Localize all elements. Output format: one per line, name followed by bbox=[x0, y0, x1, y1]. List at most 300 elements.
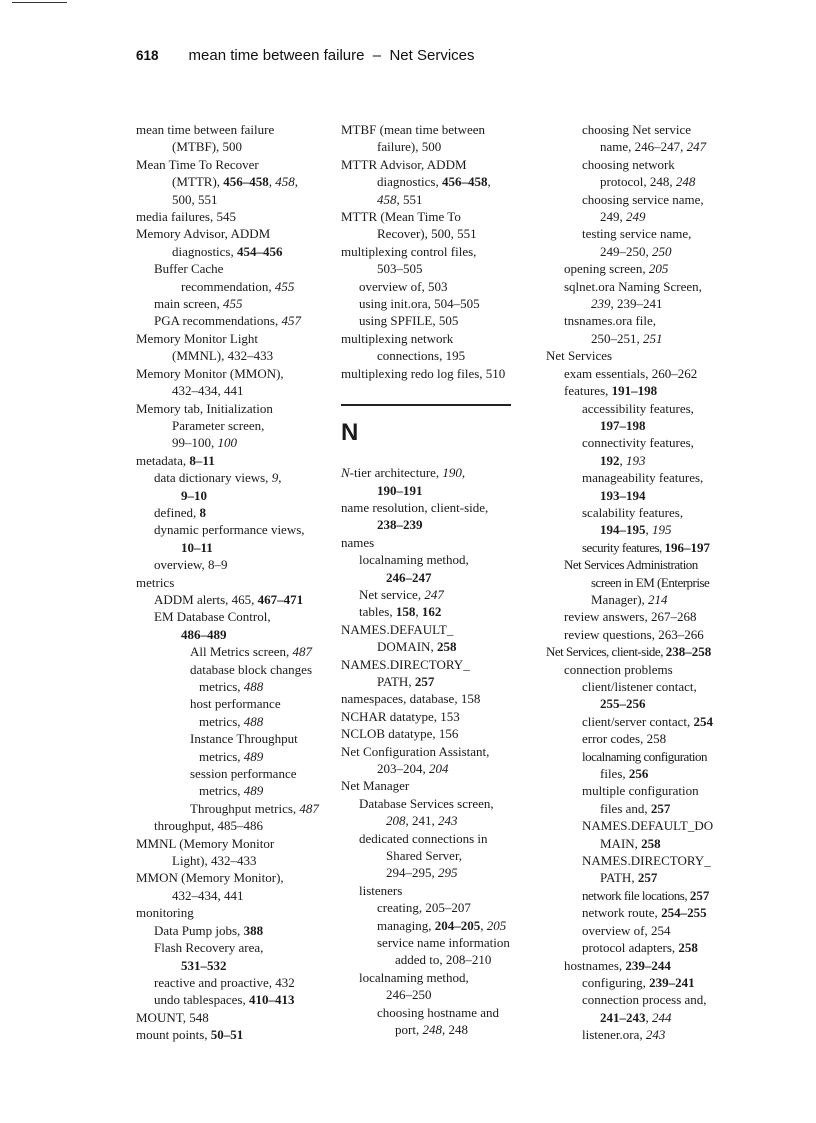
index-entry-text: MMON (Memory Monitor), bbox=[136, 870, 284, 886]
index-entry-text: 258 bbox=[641, 835, 661, 851]
index-entry-text: Mean Time To Recover bbox=[136, 156, 259, 172]
index-entry bbox=[136, 800, 326, 817]
index-entry-text: diagnostics, bbox=[377, 174, 442, 190]
index-entry-text: 244 bbox=[652, 1009, 672, 1025]
index-entry-text: namespaces, database, 158 bbox=[341, 691, 481, 707]
index-entry-text: , bbox=[480, 917, 487, 933]
index-entry bbox=[546, 835, 736, 852]
index-entry bbox=[546, 330, 736, 347]
index-entry bbox=[341, 760, 531, 777]
index-entry bbox=[546, 312, 736, 329]
index-entry-text: metadata, bbox=[136, 452, 190, 468]
index-entry-text: protocol adapters, bbox=[582, 940, 679, 956]
index-entry bbox=[136, 591, 326, 608]
index-entry bbox=[136, 661, 326, 678]
index-entry bbox=[546, 1009, 736, 1026]
index-entry-text: 203–204, bbox=[377, 761, 429, 776]
index-entry bbox=[546, 121, 736, 138]
index-entry-text: name, 246–247, bbox=[600, 139, 687, 155]
index-entry-text: screen in EM (Enterprise bbox=[591, 574, 710, 590]
index-entry-text: 204–205 bbox=[434, 917, 481, 933]
index-entry bbox=[546, 434, 736, 451]
index-entry-text: 454–456 bbox=[237, 243, 283, 259]
index-entry bbox=[546, 782, 736, 799]
index-entry bbox=[136, 748, 326, 765]
index-entry bbox=[546, 574, 736, 591]
index-entry bbox=[136, 243, 326, 260]
index-entry bbox=[136, 504, 326, 521]
index-entry bbox=[546, 904, 736, 921]
index-entry bbox=[136, 556, 326, 573]
index-entry-text: media failures, 545 bbox=[136, 209, 236, 225]
index-entry-text: N bbox=[341, 465, 350, 481]
index-entry-text: database block changes bbox=[190, 661, 313, 677]
index-entry-text: 214 bbox=[648, 591, 668, 607]
index-entry-text: 500, 551 bbox=[172, 191, 218, 207]
index-entry bbox=[546, 504, 736, 521]
index-entry-text: connection problems bbox=[564, 661, 673, 677]
index-entry bbox=[546, 695, 736, 712]
index-entry-text: 9–10 bbox=[181, 487, 207, 503]
index-entry-text: 257 bbox=[689, 887, 710, 903]
index-entry bbox=[546, 556, 736, 573]
section-letter-heading: N bbox=[341, 419, 359, 447]
index-entry bbox=[136, 382, 326, 399]
index-entry-text: NAMES.DIRECTORY_ bbox=[582, 853, 711, 869]
index-entry bbox=[136, 225, 326, 242]
index-entry bbox=[546, 208, 736, 225]
index-entry bbox=[546, 800, 736, 817]
index-entry bbox=[546, 661, 736, 678]
index-entry-text: 250 bbox=[652, 243, 672, 259]
index-entries bbox=[546, 121, 736, 1044]
index-entry-text: 488 bbox=[243, 713, 264, 729]
index-entry-text: 257 bbox=[650, 800, 671, 816]
index-entry bbox=[546, 591, 736, 608]
index-entry bbox=[136, 782, 326, 799]
index-entry-text: MMNL (Memory Monitor bbox=[136, 835, 275, 851]
index-entry-text: accessibility features, bbox=[582, 400, 694, 416]
index-entry-text: overview, 8–9 bbox=[154, 557, 228, 573]
index-entry bbox=[546, 869, 736, 886]
index-entry-text: scalability features, bbox=[582, 504, 684, 520]
index-entry bbox=[546, 347, 736, 364]
index-entry-text: MOUNT, 548 bbox=[136, 1009, 209, 1025]
index-entry-text: 455 bbox=[222, 296, 243, 312]
index-entry-text: added to, 208–210 bbox=[395, 952, 492, 968]
index-entry-text: 162 bbox=[421, 604, 442, 620]
index-entry-text: connections, 195 bbox=[377, 348, 466, 364]
index-entry-text: 489 bbox=[243, 748, 264, 764]
index-entry-text: tnsnames.ora file, bbox=[564, 313, 657, 329]
index-entry-text: PATH, bbox=[377, 673, 415, 689]
index-entry-text: Memory Advisor, ADDM bbox=[136, 226, 271, 242]
index-entry bbox=[136, 330, 326, 347]
index-entry bbox=[546, 643, 736, 660]
index-entry-text: NAMES.DIRECTORY_ bbox=[341, 656, 470, 672]
index-entry-text: NAMES.DEFAULT_DO bbox=[582, 818, 714, 834]
index-entry bbox=[136, 608, 326, 625]
index-entry bbox=[341, 777, 531, 794]
index-entry-text: 467–471 bbox=[257, 591, 304, 607]
index-entry bbox=[546, 730, 736, 747]
index-entry-text: Instance Throughput bbox=[190, 731, 298, 747]
index-entry-text: 249–250, bbox=[600, 243, 652, 259]
index-entry-text: using init.ora, 504–505 bbox=[359, 296, 480, 312]
index-entry bbox=[341, 708, 531, 725]
index-entry-text: localnaming configuration bbox=[582, 748, 708, 764]
index-entry bbox=[341, 986, 531, 1003]
index-entry-text: DOMAIN, bbox=[377, 639, 437, 655]
index-entry-text: Data Pump jobs, bbox=[154, 922, 244, 938]
index-entry bbox=[136, 765, 326, 782]
index-entry bbox=[136, 121, 326, 138]
index-column-1 bbox=[136, 121, 326, 1044]
index-entry-text: NCLOB datatype, 156 bbox=[341, 726, 459, 742]
index-entry-text: 100 bbox=[217, 435, 237, 451]
index-entry-text: , 551 bbox=[396, 191, 423, 207]
index-entry bbox=[136, 643, 326, 660]
index-entry-text: 294–295, bbox=[386, 865, 438, 881]
index-entry-text: managing, bbox=[377, 917, 435, 933]
page-number: 618 bbox=[136, 48, 159, 63]
index-entry bbox=[546, 887, 736, 904]
index-entry bbox=[136, 156, 326, 173]
index-entry bbox=[341, 569, 531, 586]
index-entry-text: client/server contact, bbox=[582, 713, 694, 729]
index-entry bbox=[546, 1026, 736, 1043]
running-head-title: mean time between failure – Net Services bbox=[188, 47, 475, 64]
index-entry-text: 247 bbox=[686, 139, 707, 155]
index-entry-text: , 241, bbox=[405, 813, 438, 829]
index-entry bbox=[136, 208, 326, 225]
running-head bbox=[136, 47, 475, 64]
index-entry-text: 249, bbox=[600, 209, 626, 225]
index-entry-text: MTTR (Mean Time To bbox=[341, 209, 461, 225]
index-entry bbox=[341, 534, 531, 551]
index-entry bbox=[136, 278, 326, 295]
index-entry-text: Net Services bbox=[546, 348, 613, 364]
index-entry bbox=[136, 521, 326, 538]
index-entry-text: error codes, 258 bbox=[582, 731, 667, 747]
index-entry-text: 205 bbox=[648, 261, 669, 277]
index-entry bbox=[546, 521, 736, 538]
index-entry-text: PGA recommendations, bbox=[154, 313, 282, 329]
section-divider bbox=[341, 404, 511, 406]
index-entry bbox=[136, 1026, 326, 1043]
index-entry bbox=[546, 765, 736, 782]
index-entry-text: Memory Monitor (MMON), bbox=[136, 365, 284, 381]
index-entry-text: , bbox=[294, 174, 299, 190]
index-entry-text: Net Manager bbox=[341, 778, 410, 794]
index-entry-text: review answers, 267–268 bbox=[564, 609, 697, 625]
index-entry-text: 239 bbox=[591, 296, 611, 312]
index-entry-text: throughput, 485–486 bbox=[154, 818, 264, 834]
index-column-3 bbox=[546, 121, 736, 1044]
index-entry bbox=[546, 365, 736, 382]
index-entry-text: 249 bbox=[626, 209, 646, 225]
index-entry bbox=[546, 817, 736, 834]
index-entry-text: choosing Net service bbox=[582, 122, 692, 137]
index-entry bbox=[546, 260, 736, 277]
index-entry-text: opening screen, bbox=[564, 261, 649, 277]
index-entry-text: 489 bbox=[243, 783, 264, 799]
index-entry-text: metrics, bbox=[199, 713, 244, 729]
index-entry bbox=[546, 678, 736, 695]
index-entry-text: files, bbox=[600, 766, 629, 782]
index-entry bbox=[546, 191, 736, 208]
index-entry-text: mean time between failure bbox=[136, 122, 275, 137]
index-entry-text: 197–198 bbox=[600, 417, 646, 433]
index-entry-text: main screen, bbox=[154, 296, 223, 312]
index-entry-text: port, bbox=[395, 1022, 423, 1038]
index-entries bbox=[341, 121, 531, 382]
index-entry-text: 196–197 bbox=[664, 539, 711, 555]
index-entry-text: diagnostics, bbox=[172, 243, 237, 259]
index-entry-text: MAIN, bbox=[600, 835, 642, 851]
index-entry-text: overview of, 254 bbox=[582, 922, 671, 938]
index-entry bbox=[136, 713, 326, 730]
index-entry bbox=[546, 452, 736, 469]
index-entry-text: host performance bbox=[190, 696, 281, 712]
index-entry bbox=[546, 295, 736, 312]
index-entry-text: All Metrics screen, bbox=[190, 644, 293, 660]
index-entry bbox=[136, 730, 326, 747]
index-entry-text: names bbox=[341, 534, 375, 550]
index-entry bbox=[136, 626, 326, 643]
index-entry-text: localnaming method, bbox=[359, 969, 469, 985]
index-entry bbox=[341, 260, 531, 277]
index-entry bbox=[546, 974, 736, 991]
index-entries bbox=[136, 121, 326, 1044]
index-entry bbox=[341, 278, 531, 295]
index-entry-text: , 239–241 bbox=[610, 296, 663, 312]
index-entry-text: , bbox=[278, 470, 282, 486]
index-entry bbox=[136, 869, 326, 886]
index-entry-text: 248 bbox=[675, 174, 696, 190]
index-entry bbox=[136, 852, 326, 869]
index-entry-text: sqlnet.ora Naming Screen, bbox=[564, 278, 702, 294]
index-entry bbox=[341, 365, 531, 382]
index-entry-text: , bbox=[619, 452, 626, 468]
index-entry-text: choosing network bbox=[582, 156, 675, 172]
index-entry-text: 531–532 bbox=[181, 957, 227, 973]
index-entry bbox=[341, 917, 531, 934]
index-entry bbox=[341, 138, 531, 155]
index-entry-text: files and, bbox=[600, 800, 651, 816]
index-entry-text: 10–11 bbox=[181, 539, 213, 555]
index-entry-text: Net Services Administration bbox=[564, 557, 698, 573]
index-entry-text: 8 bbox=[199, 504, 206, 520]
index-entry bbox=[546, 278, 736, 295]
index-entry-text: recommendation, bbox=[181, 278, 275, 294]
index-entry-text: 8–11 bbox=[189, 452, 215, 468]
index-entry-text: 487 bbox=[299, 800, 319, 816]
index-entry-text: 258 bbox=[678, 940, 698, 956]
index-entry-text: 241–243 bbox=[600, 1009, 646, 1025]
index-entry-text: hostnames, bbox=[564, 957, 626, 973]
index-entry-text: , 248 bbox=[441, 1022, 468, 1038]
index-entry bbox=[341, 312, 531, 329]
index-entry-text: Buffer Cache bbox=[154, 261, 224, 277]
index-entry bbox=[546, 991, 736, 1008]
index-entry-text: Flash Recovery area, bbox=[154, 940, 264, 956]
index-entry-text: PATH, bbox=[600, 870, 638, 886]
index-entry-text: 410–413 bbox=[248, 992, 295, 1008]
index-entry bbox=[136, 991, 326, 1008]
index-entry-text: Shared Server, bbox=[386, 848, 463, 864]
index-entry bbox=[136, 400, 326, 417]
index-entry-text: 456–458 bbox=[442, 174, 488, 190]
index-entry bbox=[341, 208, 531, 225]
index-entry-text: 9 bbox=[271, 470, 279, 486]
index-entry-text: 195 bbox=[652, 522, 672, 538]
index-entry bbox=[341, 673, 531, 690]
index-entry bbox=[341, 499, 531, 516]
index-entry bbox=[341, 656, 531, 673]
index-entry-text: 456–458 bbox=[223, 174, 269, 190]
index-entry bbox=[341, 586, 531, 603]
index-entry-text: 251 bbox=[643, 330, 663, 346]
index-entry bbox=[341, 864, 531, 881]
index-entry-text: defined, bbox=[154, 504, 200, 520]
index-entry bbox=[136, 365, 326, 382]
index-entry bbox=[136, 347, 326, 364]
index-entry-text: Net Services, client-side, bbox=[546, 644, 666, 660]
index-entry bbox=[341, 1021, 531, 1038]
index-entry-text: 158 bbox=[395, 604, 416, 620]
index-entry bbox=[136, 939, 326, 956]
index-entry-text: , bbox=[645, 522, 652, 538]
index-entry bbox=[546, 225, 736, 242]
index-entry-text: 486–489 bbox=[181, 626, 227, 642]
index-entry-text: , bbox=[268, 174, 276, 190]
index-entry bbox=[341, 934, 531, 951]
index-entry-text: 246–250 bbox=[386, 987, 432, 1003]
index-entry-text: Net service, bbox=[359, 586, 425, 602]
index-entry-text: 258 bbox=[436, 639, 457, 655]
index-entry-text: Light), 432–433 bbox=[172, 853, 257, 869]
index-entry-text: 239–241 bbox=[649, 974, 695, 990]
index-entry bbox=[341, 638, 531, 655]
index-entry-text: Recover), 500, 551 bbox=[377, 226, 477, 242]
index-entry-text: , bbox=[487, 174, 491, 190]
index-entry-text: 204 bbox=[429, 761, 449, 776]
index-entry bbox=[341, 243, 531, 260]
index-entry bbox=[136, 452, 326, 469]
index-column-2 bbox=[341, 121, 531, 1039]
index-entry-text: 257 bbox=[637, 870, 658, 886]
index-entry bbox=[341, 743, 531, 760]
index-entry-text: 248 bbox=[422, 1022, 442, 1038]
index-entry bbox=[546, 608, 736, 625]
index-entry bbox=[341, 482, 531, 499]
index-entry bbox=[136, 487, 326, 504]
index-entry-text: configuring, bbox=[582, 974, 650, 990]
index-entry bbox=[136, 295, 326, 312]
index-entry-text: 208 bbox=[386, 813, 406, 829]
index-entry-text: localnaming method, bbox=[359, 552, 469, 568]
index-entry-text: (MMNL), 432–433 bbox=[172, 348, 274, 364]
index-entry bbox=[136, 138, 326, 155]
index-entry-text: NAMES.DEFAULT_ bbox=[341, 621, 454, 637]
index-entry bbox=[341, 603, 531, 620]
index-entry-text: 205 bbox=[486, 917, 507, 933]
index-entry-text: NCHAR datatype, 153 bbox=[341, 708, 460, 724]
index-entry-text: 257 bbox=[414, 673, 435, 689]
index-entry-text: 458 bbox=[275, 174, 295, 190]
index-entry bbox=[546, 173, 736, 190]
index-entry-text: 458 bbox=[377, 191, 397, 207]
index-entry bbox=[546, 748, 736, 765]
index-entry bbox=[136, 173, 326, 190]
index-entry bbox=[136, 922, 326, 939]
index-entry bbox=[341, 830, 531, 847]
index-entry-text: network file locations, bbox=[582, 887, 690, 903]
index-entry bbox=[136, 835, 326, 852]
index-entry bbox=[341, 725, 531, 742]
index-entry bbox=[341, 330, 531, 347]
index-entry-text: 295 bbox=[438, 865, 458, 881]
index-entry bbox=[136, 574, 326, 591]
index-entry-text: MTTR Advisor, ADDM bbox=[341, 156, 467, 172]
index-entry-text: -tier architecture, bbox=[349, 465, 443, 481]
index-entry-text: metrics, bbox=[199, 748, 244, 764]
index-entry bbox=[341, 812, 531, 829]
index-entry-text: Manager), bbox=[591, 591, 649, 607]
index-entry-text: connection process and, bbox=[582, 992, 707, 1008]
index-entry-text: undo tablespaces, bbox=[154, 992, 249, 1008]
index-entry bbox=[136, 904, 326, 921]
index-entry-text: metrics, bbox=[199, 679, 244, 694]
index-entry bbox=[546, 469, 736, 486]
index-entry-text: manageability features, bbox=[582, 470, 704, 486]
index-entry-text: 238–239 bbox=[377, 517, 423, 533]
index-entry-text: 190–191 bbox=[377, 482, 423, 498]
index-entry-text: security features, bbox=[582, 539, 665, 555]
index-entry bbox=[136, 312, 326, 329]
index-entry bbox=[546, 922, 736, 939]
index-entry-text: data dictionary views, bbox=[154, 470, 272, 486]
index-entry-text: reactive and proactive, 432 bbox=[154, 974, 295, 990]
index-entry-text: multiplexing redo log files, 510 bbox=[341, 365, 506, 381]
index-entry bbox=[341, 551, 531, 568]
index-entry-text: (MTBF), 500 bbox=[172, 139, 243, 155]
index-entry-text: metrics, bbox=[199, 783, 244, 799]
index-entry-text: 254 bbox=[693, 713, 714, 729]
index-entry-text: MTBF (mean time between bbox=[341, 122, 486, 137]
index-entry-text: mount points, bbox=[136, 1027, 211, 1043]
index-entry bbox=[136, 260, 326, 277]
index-entry bbox=[136, 678, 326, 695]
index-entry-text: choosing hostname and bbox=[377, 1004, 500, 1020]
index-entry bbox=[546, 539, 736, 556]
index-entry-text: listener.ora, bbox=[582, 1027, 646, 1043]
index-entry-text: (MTTR), bbox=[172, 174, 224, 190]
index-entry bbox=[341, 295, 531, 312]
index-entry-text: Database Services screen, bbox=[359, 795, 494, 811]
index-entry bbox=[546, 626, 736, 643]
index-entry bbox=[136, 887, 326, 904]
index-entry bbox=[136, 191, 326, 208]
index-entry bbox=[341, 899, 531, 916]
index-entry bbox=[546, 417, 736, 434]
index-entry-text: 247 bbox=[424, 586, 444, 602]
index-entry-text: multiplexing network bbox=[341, 330, 454, 346]
index-entry-text: 455 bbox=[274, 278, 295, 294]
index-entry bbox=[546, 852, 736, 869]
index-entry bbox=[341, 173, 531, 190]
